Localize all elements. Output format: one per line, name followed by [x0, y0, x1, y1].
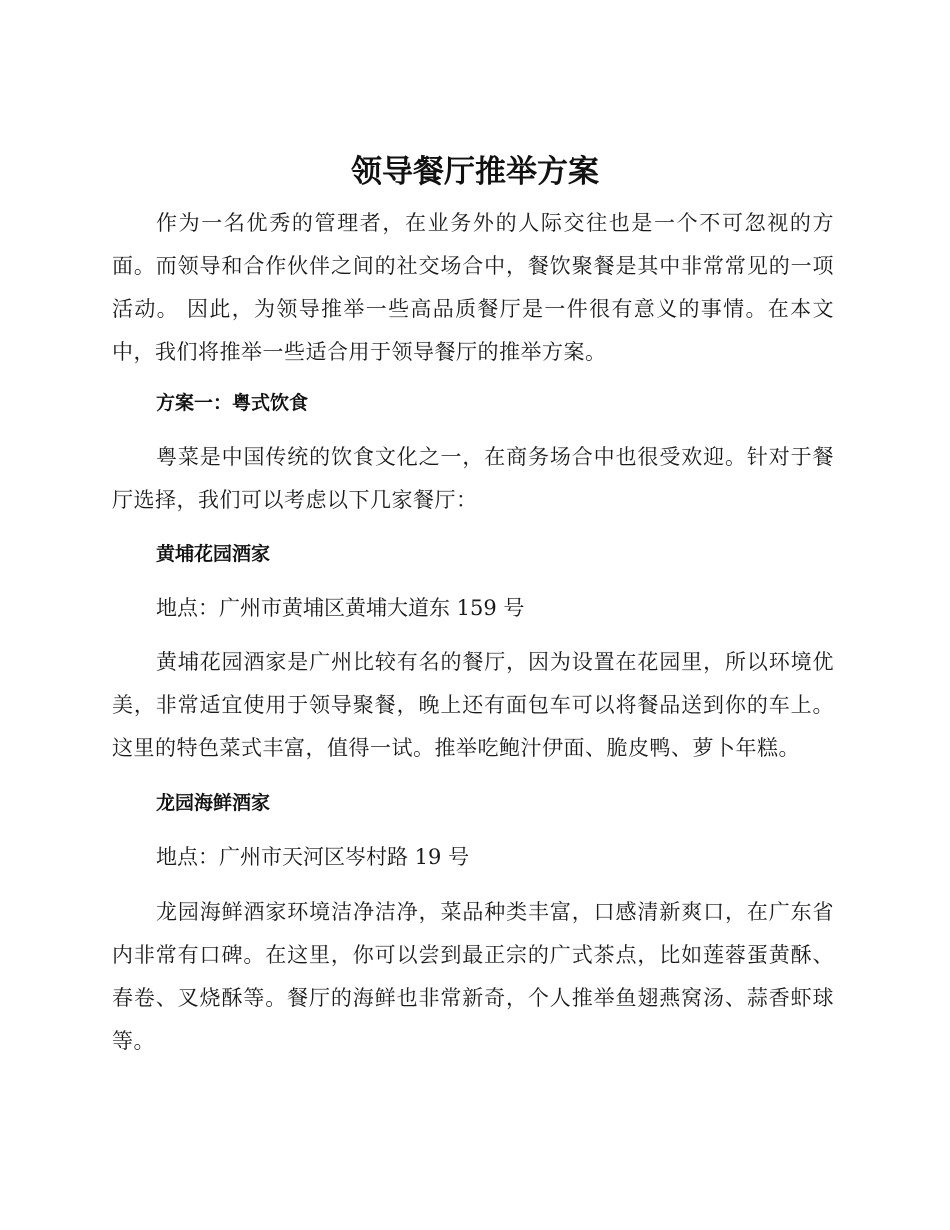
intro-paragraph: 作为一名优秀的管理者，在业务外的人际交往也是一个不可忽视的方面。而领导和合作伙伴之间的社交场合中，餐饮聚餐是其中非常常见的一项活动。 因此，为领导推举一些高品质餐厅是一件很有意义的事情。在本文中，我们将推举一些适合用于领导餐厅的推举方案。 — [112, 211, 834, 364]
restaurant-name-longyuan: 龙园海鲜酒家 — [156, 792, 271, 814]
plan-one-description: 粤菜是中国传统的饮食文化之一，在商务场合中也很受欢迎。针对于餐厅选择，我们可以考虑以下几家餐厅： — [112, 445, 834, 512]
restaurant-address-huangpu: 地点：广州市黄埔区黄埔大道东 159 号 — [156, 596, 525, 620]
plan-one-heading: 方案一：粤式饮食 — [156, 392, 309, 414]
restaurant-name-huangpu: 黄埔花园酒家 — [156, 543, 271, 565]
restaurant-description-huangpu: 黄埔花园酒家是广州比较有名的餐厅，因为设置在花园里，所以环境优美，非常适宜使用于领导聚餐，晚上还有面包车可以将餐品送到你的车上。这里的特色菜式丰富，值得一试。推举吃鲍汁伊面、脆皮鸭、萝卜年糕。 — [112, 650, 834, 760]
document-title: 领导餐厅推举方案 — [351, 154, 599, 190]
restaurant-address-longyuan: 地点：广州市天河区岑村路 19 号 — [156, 845, 470, 869]
restaurant-description-longyuan: 龙园海鲜酒家环境洁净洁净，菜品种类丰富，口感清新爽口，在广东省内非常有口碑。在这里，你可以尝到最正宗的广式茶点，比如莲蓉蛋黄酥、春卷、叉烧酥等。餐厅的海鲜也非常新奇，个人推举鱼翅燕窝汤、蒜香虾球等。 — [112, 900, 834, 1053]
